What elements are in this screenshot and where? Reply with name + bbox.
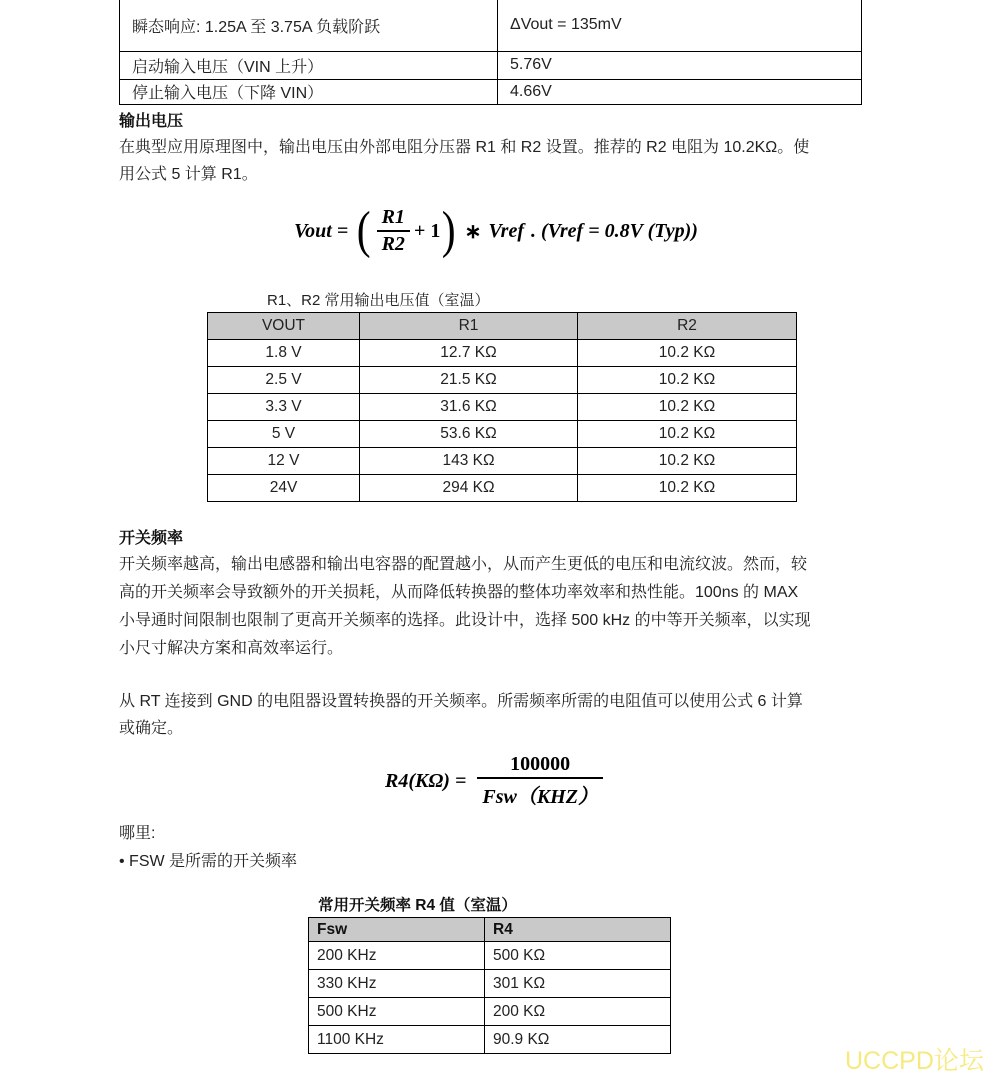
vout-formula	[119, 200, 873, 262]
table-cell: ΔVout = 135mV	[498, 0, 862, 51]
table-row	[309, 998, 671, 1026]
text-line: 在典型应用原理图中，输出电压由外部电阻分压器 R1 和 R2 设置。推荐的 R2 电阻为 10.2KΩ。使	[119, 139, 810, 156]
column-header: Fsw	[309, 918, 485, 942]
plus-one: + 1	[413, 219, 441, 242]
column-header: R4	[485, 918, 671, 942]
open-paren: (	[356, 201, 371, 259]
fraction-numerator: 100000	[510, 753, 571, 775]
table-cell: 301 KΩ	[485, 970, 671, 998]
fsw-bullet: • FSW 是所需的开关频率	[119, 853, 298, 870]
table-cell: 2.5 V	[208, 367, 360, 394]
table-cell: 294 KΩ	[360, 475, 578, 502]
table-cell: 200 KHz	[309, 942, 485, 970]
text-line: 高的开关频率会导致额外的开关损耗，从而降低转换器的整体功率效率和热性能。100ns 的 MAX	[119, 584, 799, 601]
r4-table-caption: 常用开关频率 R4 值（室温）	[318, 897, 517, 914]
vref-note: . (Vref = 0.8V (Typ))	[531, 219, 698, 242]
table-cell: 12.7 KΩ	[360, 340, 578, 367]
table-cell: 1100 KHz	[309, 1026, 485, 1054]
table-row	[208, 421, 797, 448]
table-cell: 瞬态响应: 1.25A 至 3.75A 负载阶跃	[120, 0, 498, 51]
table-cell: 5 V	[208, 421, 360, 448]
table-cell: 10.2 KΩ	[578, 367, 797, 394]
table-cell: 1.8 V	[208, 340, 360, 367]
table-cell: 200 KΩ	[485, 998, 671, 1026]
table-cell: 500 KΩ	[485, 942, 671, 970]
text-line: 用公式 5 计算 R1。	[119, 166, 258, 183]
table-cell: 启动输入电压（VIN 上升）	[120, 51, 498, 79]
r4-formula	[119, 744, 873, 818]
r1r2-table-caption: R1、R2 常用输出电压值（室温）	[267, 292, 490, 309]
output-voltage-paragraph	[119, 134, 875, 188]
table-cell: 10.2 KΩ	[578, 340, 797, 367]
table-cell: 3.3 V	[208, 394, 360, 421]
where-label: 哪里:	[119, 825, 156, 842]
table-cell: 90.9 KΩ	[485, 1026, 671, 1054]
table-row	[309, 942, 671, 970]
vref-term: Vref	[488, 219, 524, 242]
r1r2-table	[207, 312, 797, 502]
table-cell: 10.2 KΩ	[578, 475, 797, 502]
table-row	[120, 79, 862, 104]
table-row	[120, 51, 862, 79]
table-cell: 31.6 KΩ	[360, 394, 578, 421]
table-row	[208, 394, 797, 421]
table-cell: 53.6 KΩ	[360, 421, 578, 448]
formula-lhs: R4(KΩ) =	[385, 769, 467, 792]
text-line: 从 RT 连接到 GND 的电阻器设置转换器的开关频率。所需频率所需的电阻值可以使用公式 6 计算	[119, 693, 803, 710]
table-row	[208, 448, 797, 475]
fraction-denominator: Fsw（KHZ）	[477, 777, 603, 809]
table-cell: 10.2 KΩ	[578, 448, 797, 475]
table-cell: 143 KΩ	[360, 448, 578, 475]
section-heading-switching-frequency: 开关频率	[119, 530, 184, 547]
table-row	[120, 0, 862, 51]
column-header: VOUT	[208, 313, 360, 340]
table-cell: 500 KHz	[309, 998, 485, 1026]
table-cell: 21.5 KΩ	[360, 367, 578, 394]
close-paren: )	[442, 201, 456, 259]
table-row	[208, 340, 797, 367]
section-heading-output-voltage: 输出电压	[119, 113, 184, 130]
table-row	[208, 475, 797, 502]
table-row	[309, 1026, 671, 1054]
table-header-row	[208, 313, 797, 340]
table-header-row	[309, 918, 671, 942]
table-cell: 4.66V	[498, 79, 862, 104]
rt-resistor-paragraph	[119, 688, 875, 742]
spec-table	[119, 0, 862, 105]
multiply-sign: ∗	[464, 220, 482, 243]
table-cell: 10.2 KΩ	[578, 421, 797, 448]
fraction	[377, 206, 410, 256]
table-row	[208, 367, 797, 394]
table-cell: 10.2 KΩ	[578, 394, 797, 421]
table-cell: 330 KHz	[309, 970, 485, 998]
text-line: 或确定。	[119, 720, 184, 737]
table-cell: 24V	[208, 475, 360, 502]
fraction-denominator: R2	[377, 230, 410, 256]
table-cell: 12 V	[208, 448, 360, 475]
formula-lhs: Vout =	[294, 219, 349, 242]
text-line: 小尺寸解决方案和高效率运行。	[119, 640, 344, 657]
switching-frequency-paragraph	[119, 551, 875, 663]
column-header: R1	[360, 313, 578, 340]
watermark: UCCPD论坛	[845, 1047, 984, 1075]
fraction	[477, 753, 603, 809]
r4-table	[308, 917, 671, 1054]
fraction-numerator: R1	[381, 206, 405, 228]
table-cell: 5.76V	[498, 51, 862, 79]
text-line: 开关频率越高，输出电感器和输出电容器的配置越小，从而产生更低的电压和电流纹波。然而，较	[119, 556, 808, 573]
table-cell: 停止输入电压（下降 VIN）	[120, 79, 498, 104]
text-line: 小导通时间限制也限制了更高开关频率的选择。此设计中，选择 500 kHz 的中等开关频率，以实现	[119, 612, 811, 629]
column-header: R2	[578, 313, 797, 340]
table-row	[309, 970, 671, 998]
